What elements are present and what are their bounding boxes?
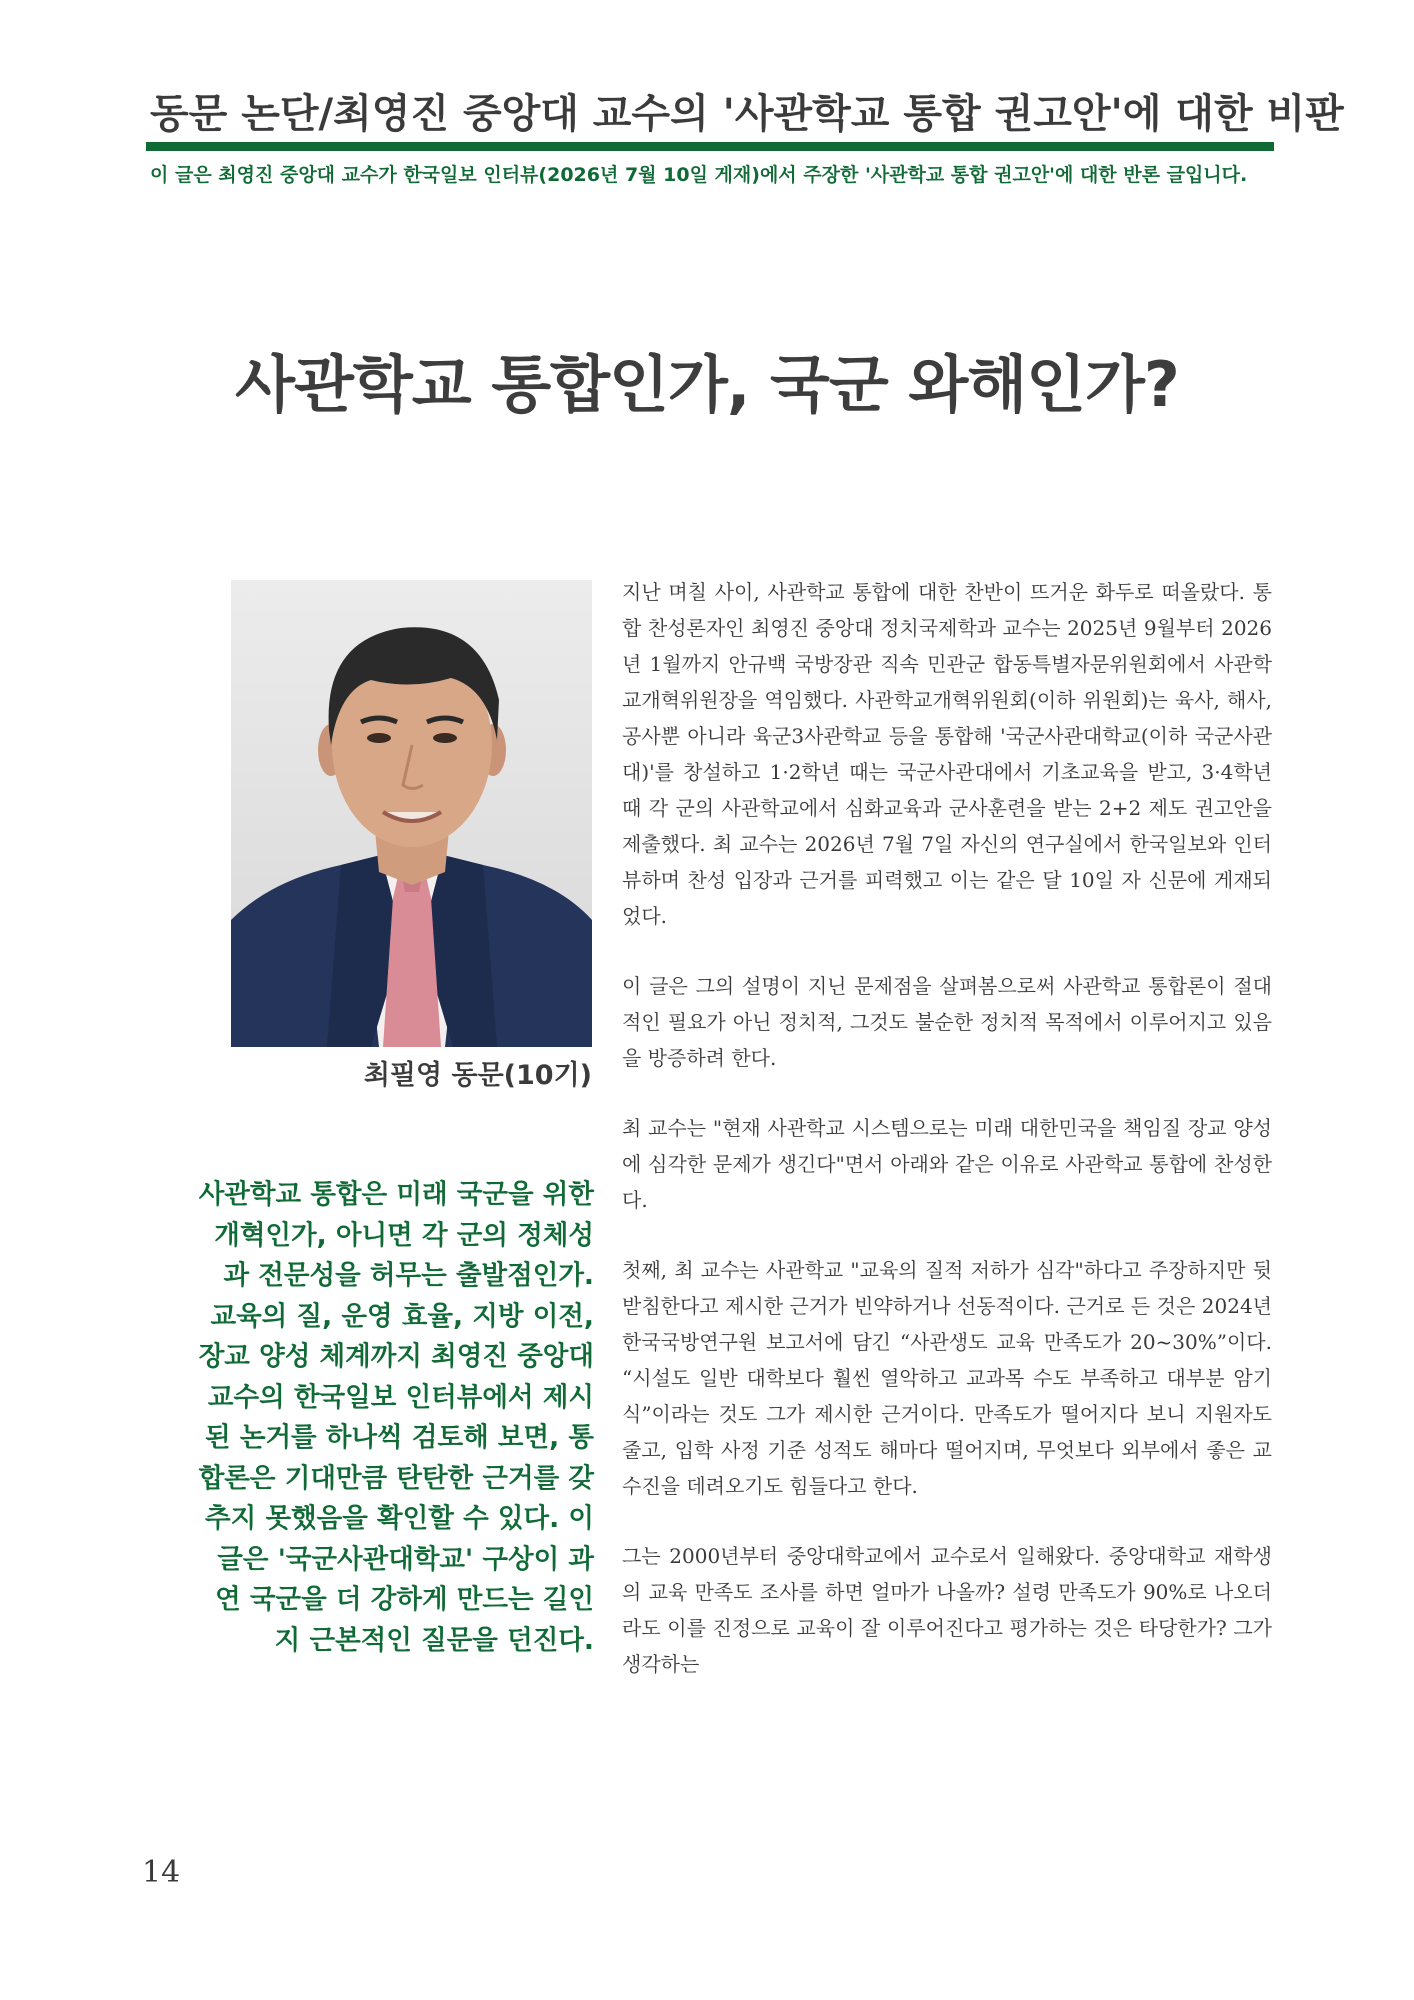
body-paragraph: 첫째, 최 교수는 사관학교 "교육의 질적 저하가 심각"하다고 주장하지만 뒷받침한다고 제시한 근거가 빈약하거나 선동적이다. 근거로 든 것은 2024년 한국국방연구원 보고서에 담긴 “사관생도 교육 만족도가 20~30%”이다. “시설도 일반 대학보다 훨씬 열악하고 교과목 수도 부족하고 대부분 암기식”이라는 것도 그가 제시한 근거이다. 만족도가 떨어지다 보니 지원자도 줄고, 입학 사정 기준 성적도 해마다 떨어지며, 무엇보다 외부에서 좋은 교수진을 데려오기도 힘들다고 한다. xyxy=(622,1258,1272,1498)
photo-caption: 최필영 동문(10기) xyxy=(363,1060,592,1091)
article-body xyxy=(622,574,1272,1716)
body-paragraph: 지난 며칠 사이, 사관학교 통합에 대한 찬반이 뜨거운 화두로 떠올랐다. 통합 찬성론자인 최영진 중앙대 정치국제학과 교수는 2025년 9월부터 2026년 1월까지 안규백 국방장관 직속 민관군 합동특별자문위원회에서 사관학교개혁위원장을 역임했다. 사관학교개혁위원회(이하 위원회)는 육사, 해사, 공사뿐 아니라 육군3사관학교 등을 통합해 '국군사관대학교(이하 국군사관대)'를 창설하고 1·2학년 때는 국군사관대에서 기초교육을 받고, 3·4학년 때 각 군의 사관학교에서 심화교육과 군사훈련을 받는 2+2 제도 권고안을 제출했다. 최 교수는 2026년 7월 7일 자신의 연구실에서 한국일보와 인터뷰하며 찬성 입장과 근거를 피력했고 이는 같은 달 10일 자 신문에 게재되었다. xyxy=(622,580,1272,928)
header-divider xyxy=(146,142,1274,151)
body-paragraph: 이 글은 그의 설명이 지닌 문제점을 살펴봄으로써 사관학교 통합론이 절대적인 필요가 아닌 정치적, 그것도 불순한 정치적 목적에서 이루어지고 있음을 방증하려 한다. xyxy=(622,974,1272,1070)
author-portrait xyxy=(231,580,592,1047)
pull-quote: 사관학교 통합은 미래 국군을 위한 개혁인가, 아니면 각 군의 정체성과 전문성을 허무는 출발점인가. 교육의 질, 운영 효율, 지방 이전, 장교 양성 체계까지 최영진 중앙대 교수의 한국일보 인터뷰에서 제시된 논거를 하나씩 검토해 보면, 통합론은 기대만큼 탄탄한 근거를 갖추지 못했음을 확인할 수 있다. 이 글은 '국군사관대학교' 구상이 과연 국군을 더 강하게 만드는 길인지 근본적인 질문을 던진다. xyxy=(198,1179,594,1656)
page-number: 14 xyxy=(142,1855,181,1890)
section-header-title: 동문 논단/최영진 중앙대 교수의 '사관학교 통합 권고안'에 대한 비판 xyxy=(150,91,1344,137)
section-header-subtitle: 이 글은 최영진 중앙대 교수가 한국일보 인터뷰(2026년 7월 10일 게재)에서 주장한 '사관학교 통합 권고안'에 대한 반론 글입니다. xyxy=(150,164,1248,186)
body-paragraph: 최 교수는 "현재 사관학교 시스템으로는 미래 대한민국을 책임질 장교 양성에 심각한 문제가 생긴다"면서 아래와 같은 이유로 사관학교 통합에 찬성한다. xyxy=(622,1116,1272,1212)
article-title: 사관학교 통합인가, 국군 와해인가? xyxy=(235,348,1179,421)
portrait-illustration xyxy=(231,580,592,1047)
body-paragraph: 그는 2000년부터 중앙대학교에서 교수로서 일해왔다. 중앙대학교 재학생의 교육 만족도 조사를 하면 얼마가 나올까? 설령 만족도가 90%로 나오더라도 이를 진정으로 교육이 잘 이루어진다고 평가하는 것은 타당한가? 그가 생각하는 xyxy=(622,1544,1272,1676)
